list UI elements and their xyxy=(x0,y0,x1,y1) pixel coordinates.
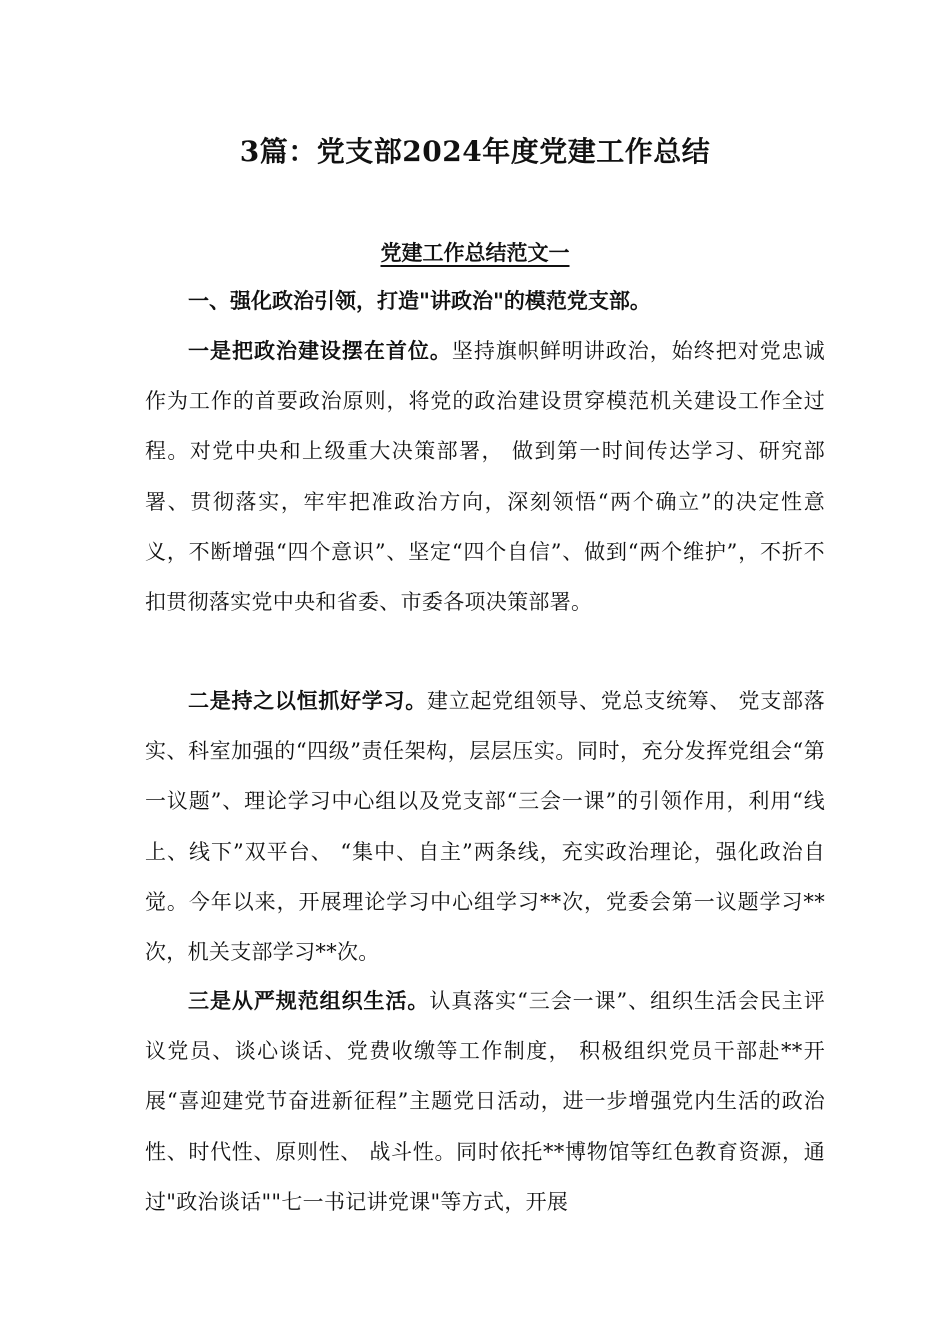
section-heading: 一、强化政治引领，打造"讲政治"的模范党支部。 xyxy=(188,288,651,313)
paragraph-text: 认真落实“三会一课”、组织生活会民主评议党员、谈心谈话、党费收缴等工作制度， 积极组织党员干部赴**开展“喜迎建党节奋进新征程”主题党日活动，进一步增强党内生活的政治性、时代性、原则性、 战斗性。同时依托**博物馆等红色教育资源，通过"政治谈话""七一书记讲党课"等方式，开展 xyxy=(145,989,825,1214)
paragraph-text: 建立起党组领导、党总支统筹、 党支部落实、科室加强的“四级”责任架构，层层压实。同时，充分发挥党组会“第一议题”、理论学习中心组以及党支部“三会一课”的引领作用，利用“线上、线下”双平台、 “集中、自主”两条线，充实政治理论，强化政治自觉。今年以来，开展理论学习中心组学习**次，党委会第一议题学习**次，机关支部学习**次。 xyxy=(145,689,826,965)
document-title: 3篇：党支部2024年度党建工作总结 xyxy=(239,135,711,168)
paragraph xyxy=(145,976,825,1227)
paragraph-lead: 三是从严规范组织生活。 xyxy=(188,988,430,1013)
paragraph xyxy=(145,676,825,977)
paragraph-lead: 一是把政治建设摆在首位。 xyxy=(188,338,452,363)
paragraph xyxy=(145,326,825,627)
paragraph-lead: 二是持之以恒抓好学习。 xyxy=(188,688,427,713)
document-subtitle: 党建工作总结范文一 xyxy=(380,240,570,265)
paragraph-text: 坚持旗帜鲜明讲政治，始终把对党忠诚作为工作的首要政治原则，将党的政治建设贯穿模范机关建设工作全过程。对党中央和上级重大决策部署， 做到第一时间传达学习、研究部署、贯彻落实，牢牢把准政治方向，深刻领悟“两个确立”的决定性意义，不断增强“四个意识”、坚定“四个自信”、做到“两个维护”，不折不扣贯彻落实党中央和省委、市委各项决策部署。 xyxy=(145,339,825,615)
